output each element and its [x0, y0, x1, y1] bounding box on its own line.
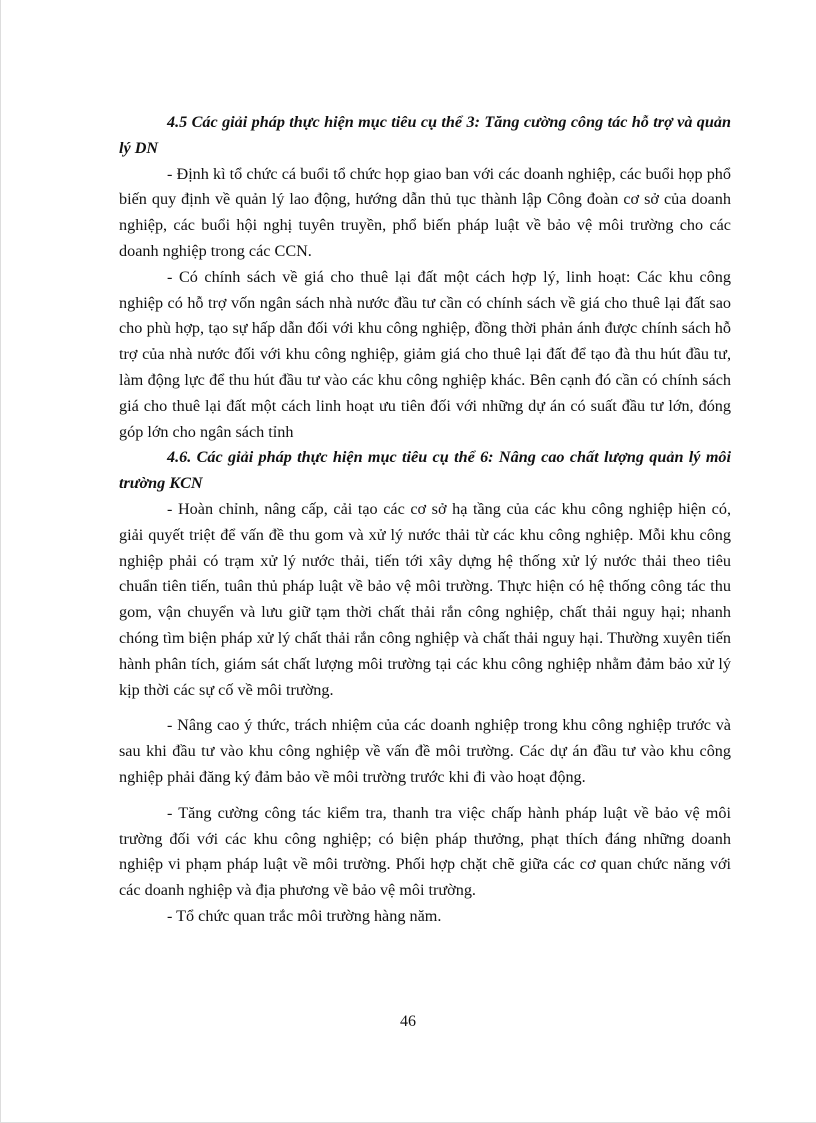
- page-border-left: [0, 0, 1, 1123]
- paragraph-meetings: - Định kì tổ chức cá buổi tổ chức họp giao ban với các doanh nghiệp, các buổi họp phổ biến quy định về quản lý lao động, hướng dẫn thủ tục thành lập Công đoàn cơ sở của doanh nghiệp, các buổi hội nghị tuyên truyền, phổ biến pháp luật về bảo vệ môi trường cho các doanh nghiệp trong các CCN.: [119, 164, 731, 260]
- paragraph-infrastructure: - Hoàn chỉnh, nâng cấp, cải tạo các cơ sở hạ tầng của các khu công nghiệp hiện có, giải quyết triệt để vấn đề thu gom và xử lý nước thải từ các khu công nghiệp. Mỗi khu công nghiệp phải có trạm xử lý nước thải, tiến tới xây dựng hệ thống xử lý nước thải theo tiêu chuẩn tiên tiến, tuân thủ pháp luật về bảo vệ môi trường. Thực hiện có hệ thống công tác thu gom, vận chuyển và lưu giữ tạm thời chất thải rắn công nghiệp, chất thải nguy hại; nhanh chóng tìm biện pháp xử lý chất thải rắn công nghiệp và chất thải nguy hại. Thường xuyên tiến hành phân tích, giám sát chất lượng môi trường tại các khu công nghiệp nhằm đảm bảo xử lý kịp thời các sự cố về môi trường.: [119, 499, 731, 699]
- page-number: 46: [400, 1013, 416, 1030]
- paragraph-inspection: - Tăng cường công tác kiểm tra, thanh tra việc chấp hành pháp luật về bảo vệ môi trường đối với các khu công nghiệp; có biện pháp thưởng, phạt thích đáng những doanh nghiệp vi phạm pháp luật về môi trường. Phối hợp chặt chẽ giữa các cơ quan chức năng với các doanh nghiệp và địa phương về bảo vệ môi trường.: [119, 803, 731, 900]
- section-heading-4-5: 4.5 Các giải pháp thực hiện mục tiêu cụ thể 3: Tăng cường công tác hỗ trợ và quản lý DN: [119, 113, 731, 157]
- paragraph-land-pricing: - Có chính sách về giá cho thuê lại đất một cách hợp lý, linh hoạt: Các khu công nghiệp có hỗ trợ vốn ngân sách nhà nước đầu tư cần có chính sách về giá cho thuê lại đất sao cho phù hợp, tạo sự hấp dẫn đối với khu công nghiệp, đồng thời phản ánh được chính sách hỗ trợ của nhà nước đối với khu công nghiệp, giảm giá cho thuê lại đất để tạo đà thu hút đầu tư, làm động lực để thu hút đầu tư vào các khu công nghiệp khác. Bên cạnh đó cần có chính sách giá cho thuê lại đất một cách linh hoạt ưu tiên đối với những dự án có suất đầu tư lớn, đóng góp lớn cho ngân sách tỉnh: [119, 267, 731, 441]
- document-body: [119, 110, 731, 930]
- paragraph-monitoring: - Tổ chức quan trắc môi trường hàng năm.: [167, 906, 442, 925]
- section-heading-4-6: 4.6. Các giải pháp thực hiện mục tiêu cụ thể 6: Nâng cao chất lượng quản lý môi trường KCN: [119, 448, 731, 493]
- paragraph-awareness: - Nâng cao ý thức, trách nhiệm của các doanh nghiệp trong khu công nghiệp trước và sau khi đầu tư vào khu công nghiệp về vấn đề môi trường. Các dự án đầu tư vào khu công nghiệp phải đăng ký đảm bảo về môi trường trước khi đi vào hoạt động.: [119, 716, 731, 786]
